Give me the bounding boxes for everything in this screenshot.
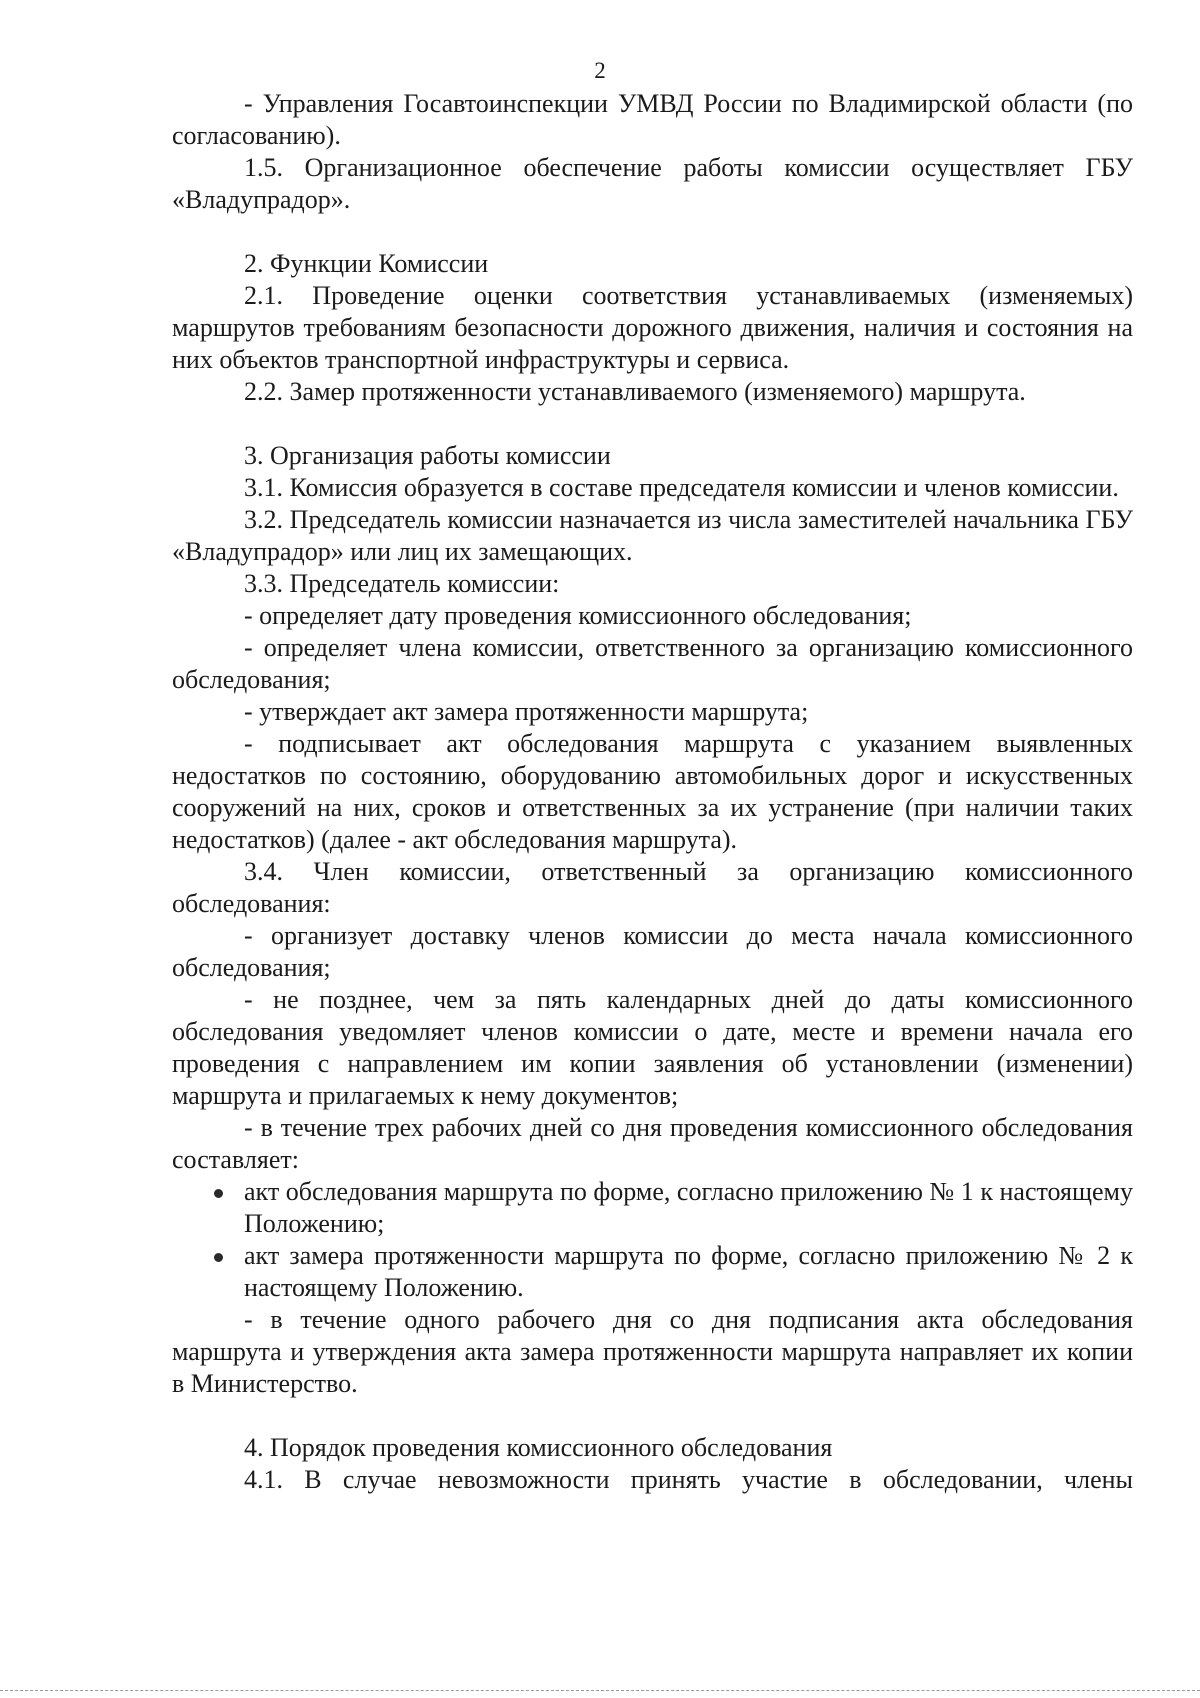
bullet-list-item bbox=[172, 1240, 1133, 1304]
bullet-dot-icon bbox=[214, 1189, 223, 1198]
section-spacer bbox=[172, 1400, 1133, 1432]
paragraph: - утверждает акт замера протяженности маршрута; bbox=[244, 697, 809, 726]
paragraph: - в течение трех рабочих дней со дня проведения комиссионного обследования составляет: bbox=[172, 1113, 1133, 1174]
paragraph: - подписывает акт обследования маршрута с указанием выявленных недостатков по состоянию, оборудованию автомобильных дорог и искусственных сооружений на них, сроков и ответственных за их устранение (при наличии таких недостатков) (далее - акт обследования маршрута). bbox=[172, 729, 1133, 854]
paragraph: - определяет дату проведения комиссионного обследования; bbox=[244, 601, 912, 630]
paragraph: 2.2. Замер протяженности устанавливаемого (изменяемого) маршрута. bbox=[244, 377, 1026, 406]
page-number: 2 bbox=[594, 58, 606, 83]
section-heading: 4. Порядок проведения комиссионного обследования bbox=[244, 1433, 833, 1462]
section-spacer bbox=[172, 408, 1133, 440]
bullet-list bbox=[172, 1176, 1133, 1304]
bullet-text: акт обследования маршрута по форме, согласно приложению № 1 к настоящему Положению; bbox=[244, 1177, 1133, 1238]
paragraph: 3.1. Комиссия образуется в составе председателя комиссии и членов комиссии. bbox=[244, 473, 1119, 502]
document-body bbox=[172, 88, 1133, 1496]
paragraph: 4.1. В случае невозможности принять участие в обследовании, члены bbox=[244, 1465, 1133, 1494]
bullet-list-item bbox=[172, 1176, 1133, 1240]
paragraph: - Управления Госавтоинспекции УМВД России по Владимирской области (по согласованию). bbox=[172, 89, 1133, 150]
bullet-text: акт замера протяженности маршрута по форме, согласно приложению № 2 к настоящему Положению. bbox=[244, 1241, 1133, 1302]
section-heading: 2. Функции Комиссии bbox=[244, 249, 489, 278]
paragraph: 3.3. Председатель комиссии: bbox=[244, 569, 560, 598]
paragraph: 2.1. Проведение оценки соответствия устанавливаемых (изменяемых) маршрутов требованиям безопасности дорожного движения, наличия и состояния на них объектов транспортной инфраструктуры и сервиса. bbox=[172, 281, 1133, 374]
section-spacer bbox=[172, 216, 1133, 248]
paragraph: 3.2. Председатель комиссии назначается из числа заместителей начальника ГБУ «Владупрадор» или лиц их замещающих. bbox=[172, 505, 1133, 566]
paragraph: - определяет члена комиссии, ответственного за организацию комиссионного обследования; bbox=[172, 633, 1133, 694]
bullet-dot-icon bbox=[214, 1253, 223, 1262]
paragraph: - не позднее, чем за пять календарных дней до даты комиссионного обследования уведомляет членов комиссии о дате, месте и времени начала его проведения с направлением им копии заявления об установлении (изменении) маршрута и прилагаемых к нему документов; bbox=[172, 985, 1133, 1110]
paragraph: 3.4. Член комиссии, ответственный за организацию комиссионного обследования: bbox=[172, 857, 1133, 918]
paragraph: - в течение одного рабочего дня со дня подписания акта обследования маршрута и утверждения акта замера протяженности маршрута направляет их копии в Министерство. bbox=[172, 1305, 1133, 1398]
paragraph: 1.5. Организационное обеспечение работы комиссии осуществляет ГБУ «Владупрадор». bbox=[172, 153, 1133, 214]
section-heading: 3. Организация работы комиссии bbox=[244, 441, 611, 470]
paragraph: - организует доставку членов комиссии до места начала комиссионного обследования; bbox=[172, 921, 1133, 982]
scan-edge-divider bbox=[0, 1690, 1200, 1691]
